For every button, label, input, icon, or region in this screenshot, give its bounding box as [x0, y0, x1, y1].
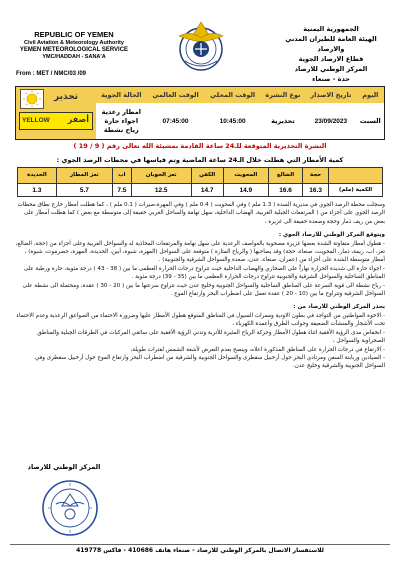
bulletin-body	[15, 201, 385, 371]
header-ar-line1: الجمهورية اليمنية	[303, 25, 359, 33]
rainfall-value: 16.3	[303, 184, 329, 197]
forecast-temperature-paragraph: - اجواء حارة الى شديدة الحرارة نهاراً على الصحاري والهضاب الداخلية حيث تتراوح درجات الحرارة العظمى ما بين ( 38 - 43 ) درجة مئوية، حارة ورطبة على المناطق الساحلية والسواحل الشرقية والجنوبية تتراوح درجات الحرارة العظمى ما بين (35 - 39) درجة مئوية .	[23, 265, 385, 281]
header-ar-line3: قطاع الارصاد الجوية	[298, 55, 364, 63]
official-seal-icon	[40, 478, 100, 538]
header-en-line1: REPUBLIC OF YEMEN	[34, 30, 114, 39]
rainfall-title: كمية الأمطار التي هطلت خلال الـ24 ساعة الماضية وتم قياسها في محطات الرصد الجوي :	[56, 156, 344, 164]
header-utc-time: الوقت العالمي	[147, 87, 205, 103]
forecast-bulletin-title: النشرة التحذيرية المتوقعة للـ24 ساعة القادمة بمشيئة الله تعالى رقم ( 9 / 19 )	[73, 142, 327, 150]
warning-heading: يحذر المركز الوطني للارصاد من :	[293, 304, 385, 311]
sun-icon	[20, 89, 44, 109]
header-ar-line5: حدة - صنعاء	[312, 75, 350, 83]
station-name: المحويت	[223, 168, 268, 184]
rainfall-value: 16.6	[268, 184, 302, 197]
header-ar-line4: المركز الوطني للارصاد	[294, 65, 368, 73]
forecast-heading: ويتوقع المركز الوطني للارصاد الجوي :	[278, 232, 385, 239]
value-weather-state	[96, 103, 147, 139]
header-local-time: الوقت المحلي	[204, 87, 260, 103]
rainfall-value: 12.5	[131, 184, 191, 197]
forecast-rain-paragraph: - هطول أمطار متفاوتة الشدة بعضها غزيرة مصحوبة بالعواصف الرعدية على سهل تهامة والمرتفعات المحاذية له والسواحل الغربية وعلى أجزاء من (حجة، الضالع، تعز، اب، ريمة، ذمار، المحويت، صنعاء، حجة) وقد يصاحبها ( والرياح المثارة ) متوقعة على السواحل (المهرة، شبوة، أبين، الحديدة، المهرة، حضرموت، شبوة) ، أمطار متوسطة الشدة على أجزاء من (عمران، صنعاء، عدن، صعدة والسواحل الشرقية والجنوبية) .	[15, 240, 385, 264]
station-name: تعز الحوبان	[131, 168, 191, 184]
warning-visibility-paragraph: - انخفاض مدى الرؤية الأفقية اثناء هطول الأمطار وحركة الرياح المثيرة للأتربة وتدني الرؤية الأفقية على سائقي المركبات في الطرقات الجبلية والمناطق الصحراوية والسواحل ،	[37, 329, 385, 345]
header-issue-date: تاريخ الاصدار	[305, 87, 357, 103]
rain-observations-paragraph: وسجلت محطة الرصد الجوي في مديرية السدة ( 1.3 ملم ) وفي المحويت ( 0.4 ملم ) وفي المهرة،صيرات ( 0.1 ملم ) ، كما هطلت أمطار خارج نطاق محطات الرصد الجوي على أجزاء من ( المرتفعات الجبلية الغربية، الهضاب الداخلية، سهل تهامة والساحل الغربي خفيفة إلى متوسطة مع بعض ) كما هطلت أمطار على بعض من ريف ذمار وحجة وصعدة خفيفة الى غزيرة ،	[17, 202, 385, 225]
rainfall-table	[17, 167, 383, 197]
warning-label: تحذير	[54, 92, 79, 102]
value-day: السبت	[359, 117, 381, 125]
value-issue-date: 23/09/2023	[314, 117, 348, 125]
station-name: حجة	[303, 168, 329, 184]
weather-line-1: امطار رعدية	[101, 107, 141, 116]
rainfall-value: 7.5	[112, 184, 131, 197]
weather-line-2: اجواء حارة	[104, 116, 139, 125]
reference-number: From : MET / NMC/03 /09	[16, 71, 87, 77]
value-bulletin-type: تحذيرية	[271, 117, 295, 125]
header-ar-line2: الهيئة العامة للطيران المدني والارصاد	[285, 35, 377, 53]
weather-line-3: رياح نشطة	[103, 125, 139, 134]
header-en-line2: Civil Aviation & Meteorology Authority	[24, 40, 124, 46]
warning-level-en: YELLOW	[22, 117, 50, 124]
rainfall-value: 14.7	[191, 184, 223, 197]
warning-floods-paragraph: - الاخوة المواطنين من التواجد في بطون الاودية وممرات السيول في المناطق المتوقع هطول الأمطار عليها وضرورة الاحتماء من الصواعق الرعدية وعدم الاحتماء تحت الأشجار والمنشآت الضعيفة وجوانب الطرق وأعمدة الكهرباء ،	[16, 312, 385, 328]
warning-badge-cell	[16, 87, 96, 139]
warning-level-box	[19, 112, 93, 130]
value-utc-time: 07:45:00	[162, 117, 189, 125]
header-bulletin-type: نوع النشرة	[261, 87, 305, 103]
rainfall-value: 5.7	[56, 184, 112, 197]
header-day: اليوم	[357, 87, 384, 103]
signature-label: المركز الوطني للارصاد	[27, 463, 101, 471]
rainfall-header-label	[329, 168, 383, 184]
rainfall-value: 14.9	[223, 184, 268, 197]
header-weather-state: الحالة الجوية	[96, 87, 147, 103]
met-service-logo	[171, 16, 231, 76]
warning-heat-paragraph: - الارتفاع في درجات الحرارة على المناطق المذكورة اعلاه، وينصح بعدم التعرض لأشعة الشمس لفترات طويلة،	[130, 346, 385, 353]
station-name: الحديدة	[18, 168, 57, 184]
arabic-header	[276, 24, 386, 84]
station-name: الضالع	[268, 168, 302, 184]
header-en-line4: YMC/HADDAH - SANA'A	[42, 54, 106, 60]
bulletin-info-table	[15, 86, 385, 140]
english-header	[14, 30, 134, 60]
forecast-wind-paragraph: - رياح نشطة الى قوية السرعة على المناطق الساحلية والسواحل الجنوبية وخليج عدن حيث تتراوح سرعتها ما بين ( 20 - 30 ) عقدة، ومحتملة الى نشطة على السواحل الشرقية وتتراوح ما بين (10 - 20 ) عقدة تعمل على اضطراب البحر وارتفاع الموج .	[22, 282, 385, 298]
footer-contact: للاستفسار الاتصال بالمركز الوطني للارصاد - صنعاء هاتف 410686 - فاكس 419778	[76, 547, 324, 554]
header-en-line3: YEMEN METEOROLOGICAL SERVICE	[19, 47, 129, 53]
rainfall-value: 1.3	[18, 184, 57, 197]
value-local-time: 10:45:00	[219, 117, 246, 125]
warning-sea-paragraph: - الصيادين وربابنة السفن ومرتادي البحر حول أرخبيل سقطرى والسواحل الجنوبية والشرقية من اضطراب البحر وارتفاع الموج حول أرخبيل سقطرى وفي السواحل الجنوبية والشرقية وخليج عدن.	[34, 354, 385, 370]
warning-badge	[18, 89, 94, 137]
footer-divider	[10, 544, 390, 545]
station-name: تعز المطار	[56, 168, 112, 184]
station-name: اب	[112, 168, 131, 184]
rainfall-amount-label: الكمية (ملم)	[329, 184, 383, 197]
station-name: الكفن	[191, 168, 223, 184]
warning-level-ar: أصفر	[67, 115, 89, 124]
